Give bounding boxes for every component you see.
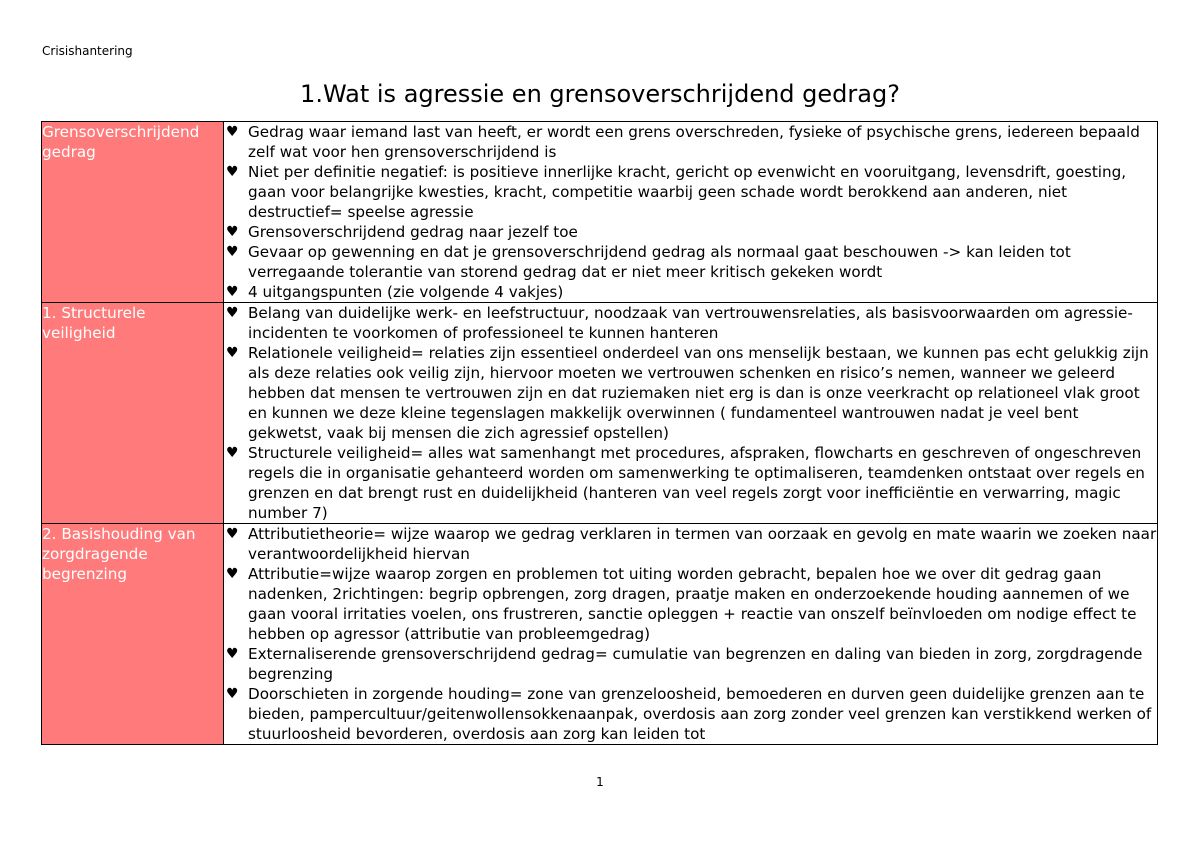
heart-icon: ♥ bbox=[226, 445, 239, 461]
list-item-text: 4 uitgangspunten (zie volgende 4 vakjes) bbox=[248, 283, 564, 301]
list-item bbox=[224, 303, 1157, 343]
list-item bbox=[224, 684, 1157, 744]
list-item bbox=[224, 162, 1157, 222]
list-item-text: Externaliserende grensoverschrijdend gedrag= cumulatie van begrenzen en daling van bieden in zorg, zorgdragende begrenzing bbox=[248, 645, 1143, 683]
heart-icon: ♥ bbox=[226, 124, 239, 140]
list-item bbox=[224, 644, 1157, 684]
heart-icon: ♥ bbox=[226, 686, 239, 702]
heart-icon: ♥ bbox=[226, 646, 239, 662]
content-table bbox=[41, 121, 1158, 745]
page-header: Crisishantering bbox=[42, 44, 133, 58]
list-item-text: Gedrag waar iemand last van heeft, er wordt een grens overschreden, fysieke of psychische grens, iedereen bepaald zelf wat voor hen grensoverschrijdend is bbox=[248, 123, 1140, 161]
heart-icon: ♥ bbox=[226, 345, 239, 361]
heart-icon: ♥ bbox=[226, 305, 239, 321]
row-label: 2. Basishouding van zorgdragende begrenzing bbox=[42, 524, 224, 745]
heart-icon: ♥ bbox=[226, 526, 239, 542]
heart-icon: ♥ bbox=[226, 224, 239, 240]
list-item-text: Attributie=wijze waarop zorgen en problemen tot uiting worden gebracht, bepalen hoe we over dit gedrag gaan nadenken, 2richtingen: begrip opbrengen, zorg dragen, praatje maken en onderzoekende houding aannemen of we gaan vooral irritaties voelen, ons frustreren, sanctie opleggen + reactie van onszelf beïnvloeden om nodige effect te hebben op agressor (attributie van probleemgedrag) bbox=[248, 565, 1137, 643]
list-item bbox=[224, 282, 1157, 302]
list-item bbox=[224, 343, 1157, 443]
list-item-text: Belang van duidelijke werk- en leefstructuur, noodzaak van vertrouwensrelaties, als basisvoorwaarden om agressie-incidenten te voorkomen of professioneel te kunnen hanteren bbox=[248, 304, 1133, 342]
list-item-text: Relationele veiligheid= relaties zijn essentieel onderdeel van ons menselijk bestaan, we kunnen pas echt gelukkig zijn als deze relaties ook veilig zijn, hiervoor moeten we vertrouwen schenken en risico’s nemen, wanneer we geleerd hebben dat mensen te vertrouwen zijn en dat ruziemaken niet erg is dan is onze veerkracht op relationeel vlak groot en kunnen we deze kleine tegenslagen makkelijk overwinnen ( fundamenteel wantrouwen nadat je veel bent gekwetst, vaak bij mensen die zich agressief opstellen) bbox=[248, 344, 1149, 442]
page-number: 1 bbox=[596, 775, 604, 789]
heart-icon: ♥ bbox=[226, 244, 239, 260]
list-item-text: Doorschieten in zorgende houding= zone van grenzeloosheid, bemoederen en durven geen duidelijke grenzen aan te bieden, pampercultuur/geitenwollensokkenaanpak, overdosis aan zorg zonder veel grenzen kan verstikkend werken of stuurloosheid bevorderen, overdosis aan zorg kan leiden tot bbox=[248, 685, 1152, 743]
list-item bbox=[224, 222, 1157, 242]
heart-icon: ♥ bbox=[226, 284, 239, 300]
heart-icon: ♥ bbox=[226, 566, 239, 582]
list-item bbox=[224, 524, 1157, 564]
list-item bbox=[224, 443, 1157, 523]
bullet-list bbox=[224, 524, 1157, 744]
list-item bbox=[224, 564, 1157, 644]
bullet-list bbox=[224, 122, 1157, 302]
table-row bbox=[42, 303, 1158, 524]
bullet-list bbox=[224, 303, 1157, 523]
table-row bbox=[42, 122, 1158, 303]
row-label: 1. Structurele veiligheid bbox=[42, 303, 224, 524]
list-item-text: Niet per definitie negatief: is positieve innerlijke kracht, gericht op evenwicht en vooruitgang, levensdrift, goesting, gaan voor belangrijke kwesties, kracht, competitie waarbij geen schade wordt berokkend aan anderen, niet destructief= speelse agressie bbox=[248, 163, 1127, 221]
list-item-text: Grensoverschrijdend gedrag naar jezelf toe bbox=[248, 223, 578, 241]
heart-icon: ♥ bbox=[226, 164, 239, 180]
row-label: Grensoverschrijdend gedrag bbox=[42, 122, 224, 303]
list-item bbox=[224, 242, 1157, 282]
list-item bbox=[224, 122, 1157, 162]
table-row bbox=[42, 524, 1158, 745]
list-item-text: Gevaar op gewenning en dat je grensoverschrijdend gedrag als normaal gaat beschouwen -> kan leiden tot verregaande tolerantie van storend gedrag dat er niet meer kritisch gekeken wordt bbox=[248, 243, 1071, 281]
document-title: 1.Wat is agressie en grensoverschrijdend gedrag? bbox=[300, 80, 900, 108]
row-content bbox=[224, 303, 1158, 524]
list-item-text: Attributietheorie= wijze waarop we gedrag verklaren in termen van oorzaak en gevolg en mate waarin we zoeken naar verantwoordelijkheid hiervan bbox=[248, 525, 1157, 563]
row-content bbox=[224, 524, 1158, 745]
list-item-text: Structurele veiligheid= alles wat samenhangt met procedures, afspraken, flowcharts en geschreven of ongeschreven regels die in organisatie gehanteerd worden om samenwerking te optimaliseren, teamdenken ontstaat over regels en grenzen en dat brengt rust en duidelijkheid (hanteren van veel regels zorgt voor inefficiëntie en verwarring, magic number 7) bbox=[248, 444, 1145, 522]
row-content bbox=[224, 122, 1158, 303]
